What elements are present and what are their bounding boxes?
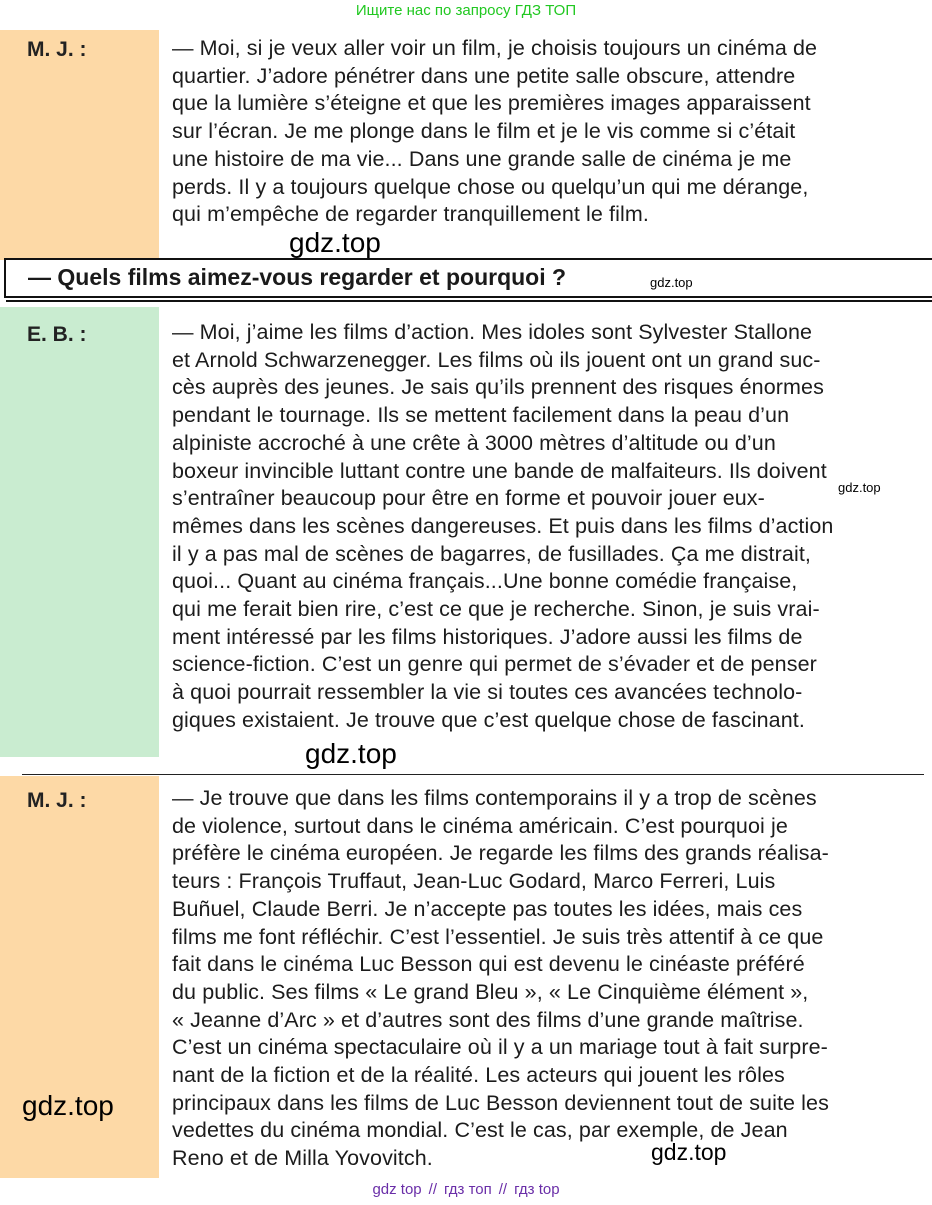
- text-line: cès auprès des jeunes. Je sais qu’ils prennent des risques énormes: [172, 375, 824, 400]
- question-text: — Quels films aimez-vous regarder et pourquoi ?: [28, 264, 567, 290]
- section-divider: [22, 774, 924, 775]
- text-line: science-fiction. C’est un genre qui permet de s’évader et de penser: [172, 652, 817, 677]
- text-line: sur l’écran. Je me plonge dans le film et je le vis comme si c’était: [172, 119, 796, 144]
- text-line: nant de la fiction et de la réalité. Les acteurs qui jouent les rôles: [172, 1063, 785, 1088]
- question-bar: [4, 258, 932, 298]
- text-line: fait dans le cinéma Luc Besson qui est devenu le cinéaste préféré: [172, 952, 805, 977]
- speaker-panel-mj-1: [0, 30, 159, 260]
- watermark: gdz.top: [651, 1139, 727, 1165]
- text-line: perds. Il y a toujours quelque chose ou quelqu’un qui me dérange,: [172, 174, 809, 199]
- text-line: pendant le tournage. Ils se mettent facilement dans la peau d’un: [172, 403, 790, 428]
- text-line: Reno et de Milla Yovovitch.: [172, 1146, 433, 1171]
- text-line: « Jeanne d’Arc » et d’autres sont des films d’une grande maîtrise.: [172, 1007, 804, 1032]
- dialogue-text: [172, 35, 924, 229]
- text-line: — Moi, j’aime les films d’action. Mes idoles sont Sylvester Stallone: [172, 320, 813, 344]
- text-line: quoi... Quant au cinéma français...Une bonne comédie française,: [172, 569, 798, 594]
- text-line: Buñuel, Claude Berri. Je n’accepte pas toutes les idées, mais ces: [172, 896, 803, 921]
- text-line: vedettes du cinéma mondial. C’est le cas, par exemple, de Jean: [172, 1118, 788, 1143]
- text-line: mêmes dans les scènes dangereuses. Et puis dans les films d’action: [172, 513, 834, 538]
- text-line: de violence, surtout dans le cinéma américain. C’est pourquoi je: [172, 813, 788, 838]
- text-line: que la lumière s’éteigne et que les premières images apparaissent: [172, 91, 811, 116]
- text-line: une histoire de ma vie... Dans une grande salle de cinéma je me: [172, 146, 792, 171]
- text-line: qui m’empêche de regarder tranquillement le film.: [172, 202, 649, 227]
- watermark: gdz.top: [838, 480, 881, 495]
- text-line: C’est un cinéma spectaculaire où il y a un mariage tout à fait surpre-: [172, 1035, 828, 1060]
- text-line: ment intéressé par les films historiques. J’adore aussi les films de: [172, 624, 803, 649]
- bottom-banner-item[interactable]: гдз top: [514, 1181, 560, 1198]
- speaker-label: M. J. :: [27, 789, 87, 812]
- speaker-panel-eb: [0, 307, 159, 757]
- text-line: teurs : François Truffaut, Jean-Luc Godard, Marco Ferreri, Luis: [172, 869, 776, 894]
- top-banner: Ищите нас по запросу ГДЗ ТОП: [355, 2, 577, 19]
- text-line: préfère le cinéma européen. Je regarde les films des grands réalisa-: [172, 841, 829, 866]
- text-line: — Je trouve que dans les films contemporains il y a trop de scènes: [172, 786, 817, 810]
- bottom-banner-item[interactable]: gdz top: [372, 1181, 422, 1198]
- dialogue-text: [172, 319, 924, 735]
- text-line: quartier. J’adore pénétrer dans une petite salle obscure, attendre: [172, 63, 796, 88]
- speaker-label: E. B. :: [27, 323, 87, 346]
- text-line: principaux dans les films de Luc Besson deviennent tout de suite les: [172, 1090, 829, 1115]
- text-line: s’entraîner beaucoup pour être en forme et pouvoir jouer eux-: [172, 486, 765, 511]
- watermark: gdz.top: [289, 227, 381, 258]
- text-line: et Arnold Schwarzenegger. Les films où ils jouent ont un grand suc-: [172, 347, 821, 372]
- bottom-banner-item[interactable]: гдз топ: [444, 1181, 492, 1198]
- bottom-banner-separator: //: [428, 1181, 437, 1198]
- text-line: films me font réfléchir. C’est l’essentiel. Je suis très attentif à ce que: [172, 924, 824, 949]
- watermark: gdz.top: [22, 1090, 114, 1121]
- dialogue-text: [172, 785, 924, 1173]
- text-line: il y a pas mal de scènes de bagarres, de fusillades. Ça me distrait,: [172, 541, 811, 566]
- text-line: boxeur invincible luttant contre une bande de malfaiteurs. Ils doivent: [172, 458, 827, 483]
- bottom-banner: [0, 1181, 932, 1198]
- text-line: à quoi pourrait ressembler la vie si toutes ces avancées technolo-: [172, 680, 803, 705]
- watermark: gdz.top: [305, 738, 397, 769]
- text-line: giques existaient. Je trouve que c’est quelque chose de fascinant.: [172, 707, 805, 732]
- text-line: alpiniste accroché à une crête à 3000 mètres d’altitude ou d’un: [172, 430, 776, 455]
- bottom-banner-separator: //: [498, 1181, 508, 1198]
- text-line: du public. Ses films « Le grand Bleu », « Le Cinquième élément »,: [172, 979, 809, 1004]
- text-line: — Moi, si je veux aller voir un film, je choisis toujours un cinéma de: [172, 36, 818, 60]
- watermark: gdz.top: [650, 275, 693, 290]
- text-line: qui me ferait bien rire, c’est ce que je recherche. Sinon, je suis vrai-: [172, 597, 820, 622]
- speaker-label: M. J. :: [27, 38, 87, 61]
